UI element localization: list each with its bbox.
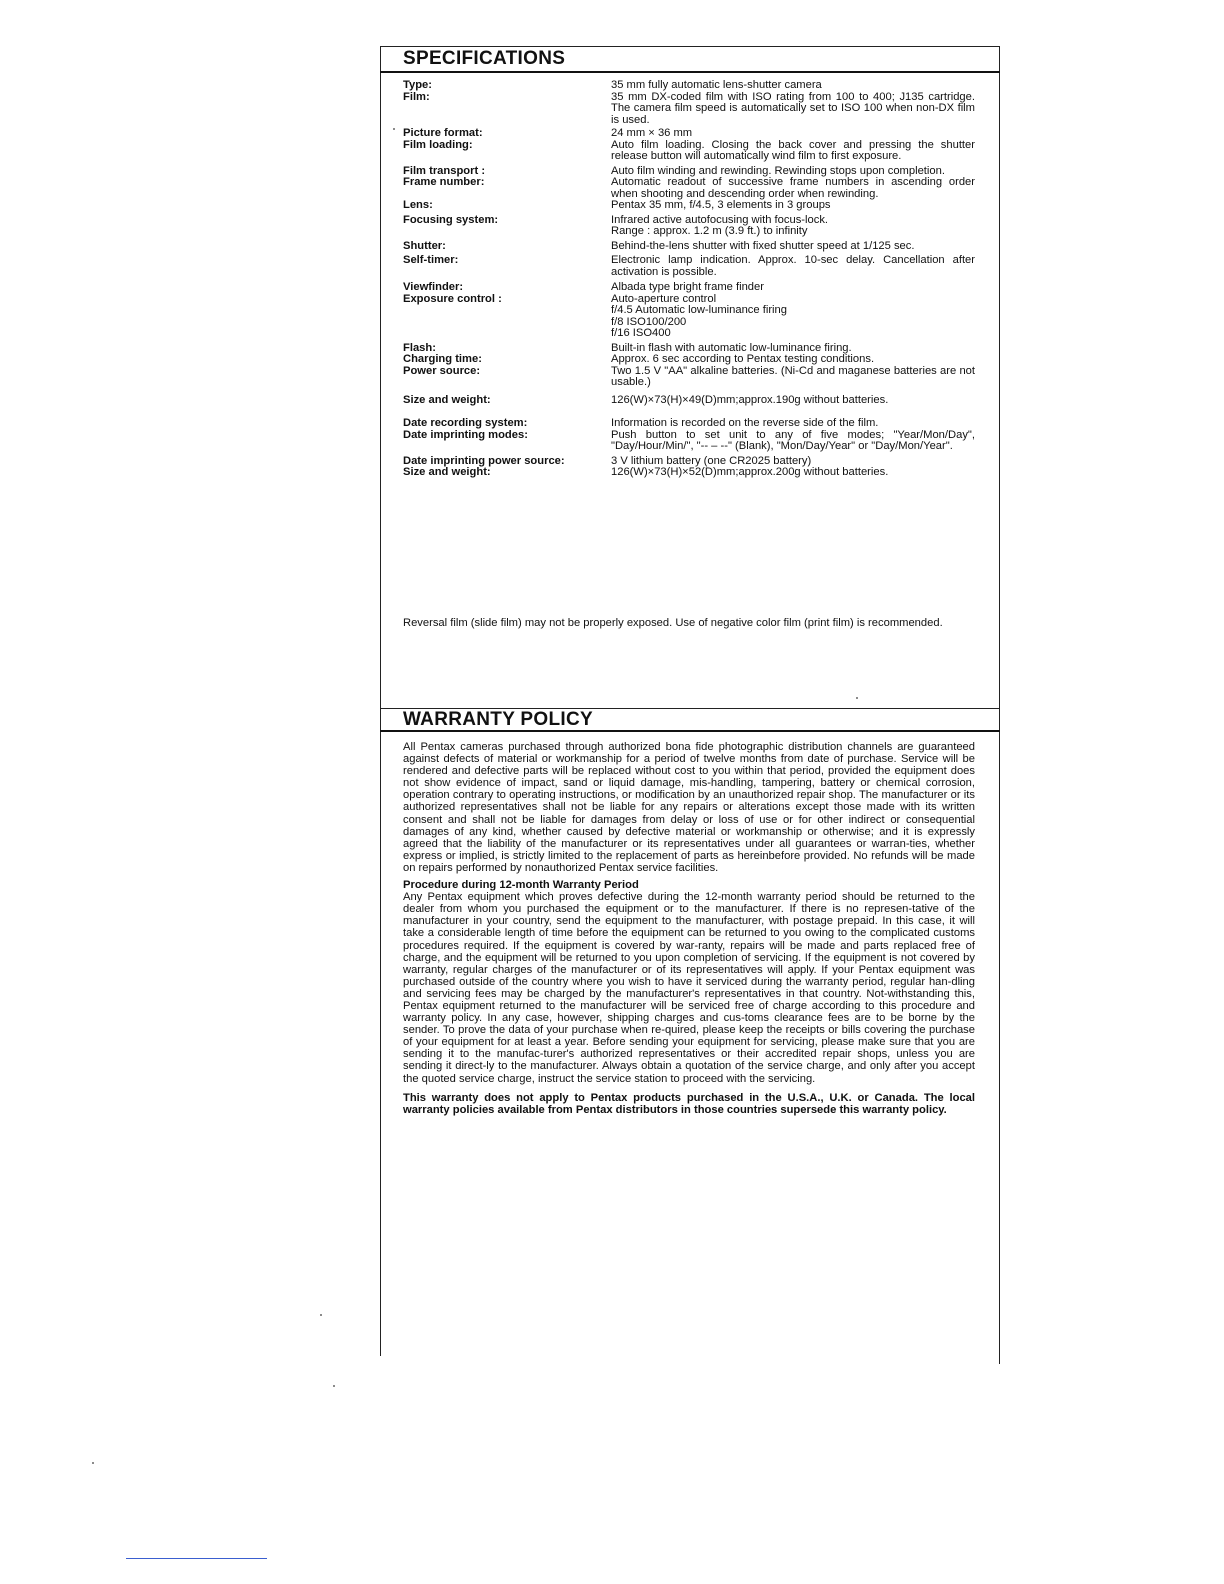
spec-label: Film:	[403, 90, 430, 103]
spec-label: Type:	[403, 79, 433, 91]
spec-value-line: Automatic readout of successive frame numbers in ascending order when shooting and descending order when rewinding.	[611, 176, 975, 200]
spec-value-line: Push button to set unit to any of five modes; "Year/Mon/Day", "Day/Hour/Min/", "-- – --" (Blank), "Mon/Day/Year" or "Day/Mon/Year".	[611, 428, 975, 452]
specifications-note: Reversal film (slide film) may not be properly exposed. Use of negative color film (print film) is recommended.	[403, 617, 943, 629]
spec-label: Picture format:	[403, 127, 483, 139]
spec-value-line: f/8 ISO100/200	[611, 315, 687, 328]
spec-label: Size and weight:	[403, 393, 491, 406]
spec-row	[403, 294, 975, 340]
spec-label: Viewfinder:	[403, 281, 464, 293]
spec-label: Frame number:	[403, 176, 485, 188]
specifications-list	[403, 80, 975, 479]
spec-value	[611, 241, 975, 253]
warranty-title: WARRANTY POLICY	[403, 709, 593, 730]
spec-row	[403, 128, 975, 140]
scan-speck	[333, 1385, 335, 1387]
spec-value-line: f/4.5 Automatic low-luminance firing	[611, 304, 787, 316]
spec-value-line: Pentax 35 mm, f/4.5, 3 elements in 3 groups	[611, 199, 831, 211]
spec-value-line: Auto-aperture control	[611, 292, 717, 305]
procedure-text: Any Pentax equipment which proves defective during the 12-month warranty period should be returned to the dealer from whom you purchased the equipment or to the manufacturer. If there is no represen-tative of the manufacturer in your country, send the equipment to the manufacturer, with postage prepaid. In this case, it will take a considerable length of time before the equipment can be returned to you owing to the complicated customs procedures required. If the equipment is covered by war-ranty, repairs will be made and parts replaced free of charge, and the equipment will be returned to you upon completion of servicing. If the equipment is not covered by warranty, regular charges of the manufacturer or of its representatives will apply. If your Pentax equipment was purchased outside of the country where you wish to have it serviced during the warranty period, regular han-dling and servicing fees may be charged by the manufacturer's representatives in that country. Not-withstanding this, Pentax equipment returned to the manufacturer will be serviced free of charge according to this procedure and warranty policy. In any case, however, shipping charges and cus-toms clearance fees are to be borne by the sender. To prove the data of your purchase when re-quired, please keep the receipts or bills covering the purchase of your equipment for at least a year. Before sending your equipment for servicing, please make sure that you are sending it to the manufac-turer's authorized representatives or their accredited repair shops, unless you are sending it direct-ly to the manufacturer. Always obtain a quotation of the service charge, and only after you accept the quoted service charge, instruct the service station to proceed with the servicing.	[403, 891, 975, 1085]
spec-label: Charging time:	[403, 353, 482, 365]
spec-label: Date recording system:	[403, 417, 528, 429]
specifications-title: SPECIFICATIONS	[403, 48, 566, 69]
spec-label: Shutter:	[403, 239, 446, 252]
scan-speck	[320, 1314, 322, 1316]
spec-label: Film loading:	[403, 138, 473, 151]
scan-speck	[393, 128, 395, 130]
spec-value-line: Auto film loading. Closing the back cover and pressing the shutter release button will automatically wind film to first exposure.	[611, 138, 975, 162]
spec-row	[403, 92, 975, 127]
spec-row	[403, 418, 975, 430]
spec-value-line: Two 1.5 V "AA" alkaline batteries. (Ni-Cd and maganese batteries are not usable.)	[611, 364, 975, 388]
spec-value	[611, 430, 975, 453]
spec-label: Size and weight:	[403, 466, 491, 478]
spec-value	[611, 128, 975, 140]
spec-row	[403, 241, 975, 253]
spec-row	[403, 282, 975, 294]
frame-top-line	[380, 46, 1000, 47]
procedure-title: Procedure during 12-month Warranty Period	[403, 879, 639, 892]
specifications-underline	[380, 71, 1000, 73]
spec-label: Power source:	[403, 364, 481, 377]
spec-row	[403, 354, 975, 366]
spec-value-line: Albada type bright frame finder	[611, 281, 764, 293]
spec-value-line: Behind-the-lens shutter with fixed shutter speed at 1/125 sec.	[611, 239, 915, 252]
spec-row	[403, 366, 975, 389]
spec-value-line: Electronic lamp indication. Approx. 10-sec delay. Cancellation after activation is possible.	[611, 254, 975, 278]
spec-value-line: Built-in flash with automatic low-luminance firing.	[611, 341, 852, 354]
spec-value-line: Information is recorded on the reverse side of the film.	[611, 417, 879, 429]
warranty-intro: All Pentax cameras purchased through authorized bona fide photographic distribution channels are guaranteed against defects of material or workmanship for a period of twelve months from date of purchase. Service will be rendered and defective parts will be replaced without cost to you within that period, provided the equipment does not show evidence of impact, sand or liquid damage, mis-handling, tampering, battery or chemical corrosion, operation contrary to operating instructions, or modification by an unauthorized repair shop. The manufacturer or its authorized representatives shall not be liable for any repairs or alterations except those made with its written consent and shall not be liable for damages from delay or loss of use or for other indirect or consequential damages of any kind, whether caused by defective material or workmanship or otherwise; and it is expressly agreed that the liability of the manufacturer or its representatives under all guarantees or warran-ties, whether express or implied, is strictly limited to the replacement of parts as hereinbefore provided. No refunds will be made on repairs performed by nonauthorized Pentax service facilities.	[403, 741, 975, 874]
spec-value	[611, 395, 975, 407]
frame-right-line	[999, 46, 1000, 1364]
spec-label: Exposure control :	[403, 292, 502, 305]
spec-value-line: 126(W)×73(H)×49(D)mm;approx.190g without batteries.	[611, 393, 889, 406]
spec-value-line: 35 mm DX-coded film with ISO rating from 100 to 400; J135 cartridge. The camera film speed is automatically set to ISO 100 when non-DX film is used.	[611, 90, 975, 126]
spec-label: Self-timer:	[403, 254, 459, 266]
spec-value	[611, 200, 975, 212]
spec-value	[611, 282, 975, 294]
spec-value-line: 126(W)×73(H)×52(D)mm;approx.200g without batteries.	[611, 466, 889, 478]
spec-value	[611, 294, 975, 340]
spec-row	[403, 200, 975, 212]
spec-value	[611, 354, 975, 366]
spec-value	[611, 467, 975, 479]
spec-value-line: 3 V lithium battery (one CR2025 battery)	[611, 454, 812, 467]
spec-label: Focusing system:	[403, 213, 499, 226]
spec-label: Flash:	[403, 341, 436, 354]
frame-left-line	[380, 46, 381, 1356]
spec-value	[611, 80, 975, 92]
spec-value	[611, 418, 975, 430]
spec-value-line: Range : approx. 1.2 m (3.9 ft.) to infinity	[611, 225, 808, 237]
spec-label: Date imprinting power source:	[403, 454, 565, 467]
spec-value-line: 35 mm fully automatic lens-shutter camera	[611, 79, 822, 91]
warranty-exclusion: This warranty does not apply to Pentax products purchased in the U.S.A., U.K. or Canada. The local warranty policies available from Pentax distributors in those countries supersede this warranty policy.	[403, 1091, 975, 1116]
spec-label: Film transport :	[403, 164, 486, 177]
spec-value-line: Infrared active autofocusing with focus-lock.	[611, 213, 829, 226]
spec-value	[611, 366, 975, 389]
spec-value-line: Auto film winding and rewinding. Rewinding stops upon completion.	[611, 164, 945, 177]
spec-row	[403, 140, 975, 163]
spec-value	[611, 177, 975, 200]
spec-value-line: 24 mm × 36 mm	[611, 127, 693, 139]
spec-label: Date imprinting modes:	[403, 428, 528, 441]
spec-row	[403, 215, 975, 238]
scan-speck	[92, 1462, 94, 1464]
spec-row	[403, 430, 975, 453]
spec-row	[403, 80, 975, 92]
spec-row	[403, 467, 975, 479]
spec-row	[403, 255, 975, 278]
spec-row	[403, 177, 975, 200]
warranty-body	[403, 741, 975, 1116]
spec-value	[611, 215, 975, 238]
scan-speck	[856, 697, 858, 699]
spec-value-line: f/16 ISO400	[611, 327, 671, 339]
spec-value	[611, 140, 975, 163]
spec-value	[611, 92, 975, 127]
spec-row	[403, 395, 975, 407]
spec-label: Lens:	[403, 199, 433, 211]
spec-value	[611, 255, 975, 278]
spec-value-line: Approx. 6 sec according to Pentax testing conditions.	[611, 353, 875, 365]
footer-rule	[126, 1558, 267, 1559]
